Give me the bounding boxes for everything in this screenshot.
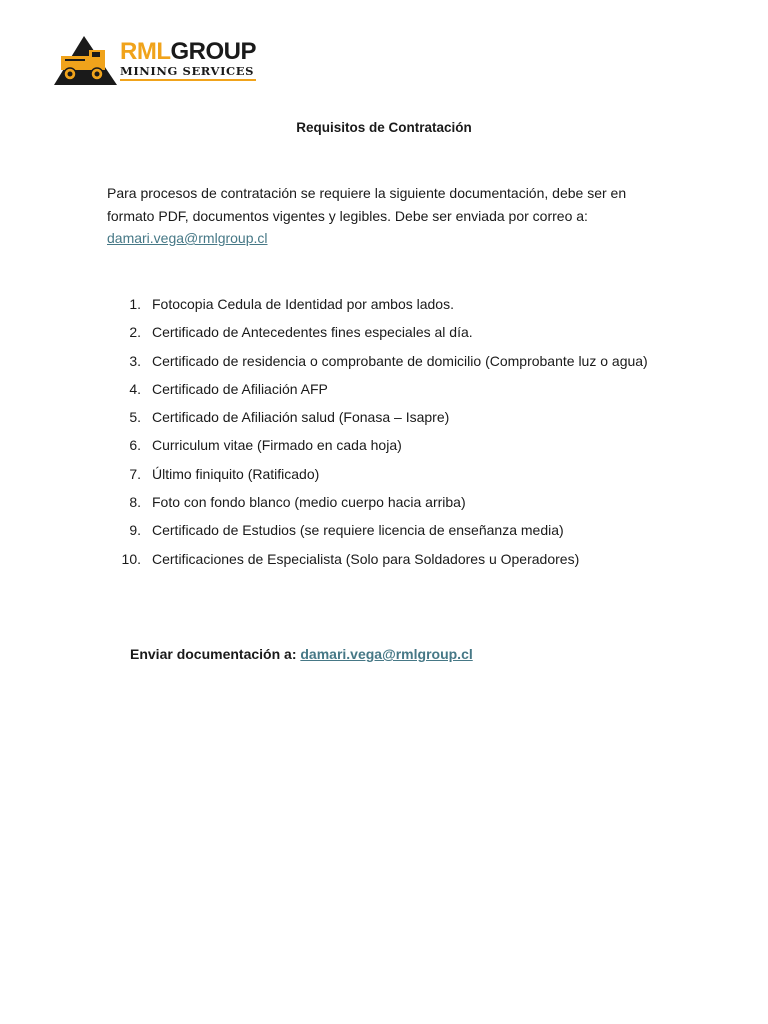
send-label: Enviar documentación a: — [130, 646, 297, 662]
intro-paragraph — [107, 182, 667, 250]
list-item-number: 2. — [129, 324, 141, 341]
list-item — [107, 290, 667, 318]
list-item-number: 1. — [129, 296, 141, 312]
list-item-text: Fotocopia Cedula de Identidad por ambos lados. — [152, 296, 454, 312]
list-item — [107, 431, 667, 459]
list-item — [107, 403, 667, 431]
company-logo — [53, 34, 263, 88]
logo-tagline: MINING SERVICES — [120, 65, 256, 81]
send-email-link[interactable]: damari.vega@rmlgroup.cl — [300, 646, 473, 662]
list-item-text: Certificado de residencia o comprobante de domicilio (Comprobante luz o agua) — [152, 352, 648, 369]
list-item-text: Certificaciones de Especialista (Solo para Soldadores u Operadores) — [152, 550, 580, 567]
list-item-number: 9. — [129, 522, 141, 539]
logo-brand — [120, 40, 256, 64]
logo-brand-accent: RML — [120, 38, 171, 65]
list-item-number: 7. — [129, 465, 141, 482]
document-title: Requisitos de Contratación — [296, 120, 472, 135]
list-item-text: Foto con fondo blanco (medio cuerpo hacia arriba) — [152, 494, 466, 511]
list-item-number: 4. — [129, 380, 141, 397]
list-item-text: Certificado de Estudios (se requiere licencia de enseñanza media) — [152, 522, 564, 539]
intro-email-link[interactable]: damari.vega@rmlgroup.cl — [107, 230, 268, 246]
intro-text: Para procesos de contratación se requiere la siguiente documentación, debe ser en formato PDF, documentos vigentes y legibles. Debe ser enviada por correo a: — [107, 185, 627, 224]
list-item — [107, 545, 667, 573]
list-item — [107, 488, 667, 516]
list-item-text: Certificado de Antecedentes fines especiales al día. — [152, 324, 473, 341]
list-item-number: 10. — [121, 550, 141, 567]
send-documentation-line — [130, 646, 473, 662]
mining-truck-triangle-icon — [53, 34, 119, 88]
logo-brand-main: GROUP — [170, 38, 256, 65]
list-item-text: Certificado de Afiliación AFP — [152, 380, 328, 397]
list-item — [107, 347, 667, 375]
list-item — [107, 460, 667, 488]
list-item-number: 3. — [129, 352, 141, 369]
list-item-number: 8. — [129, 494, 141, 511]
list-item — [107, 318, 667, 346]
list-item-number: 5. — [129, 409, 141, 426]
logo-wordmark — [120, 40, 256, 81]
list-item-text: Último finiquito (Ratificado) — [152, 465, 320, 482]
list-item — [107, 516, 667, 544]
list-item-number: 6. — [129, 437, 141, 454]
list-item-text: Certificado de Afiliación salud (Fonasa – Isapre) — [152, 409, 450, 426]
list-item — [107, 375, 667, 403]
list-item-text: Curriculum vitae (Firmado en cada hoja) — [152, 437, 402, 454]
requirements-list — [107, 290, 667, 573]
